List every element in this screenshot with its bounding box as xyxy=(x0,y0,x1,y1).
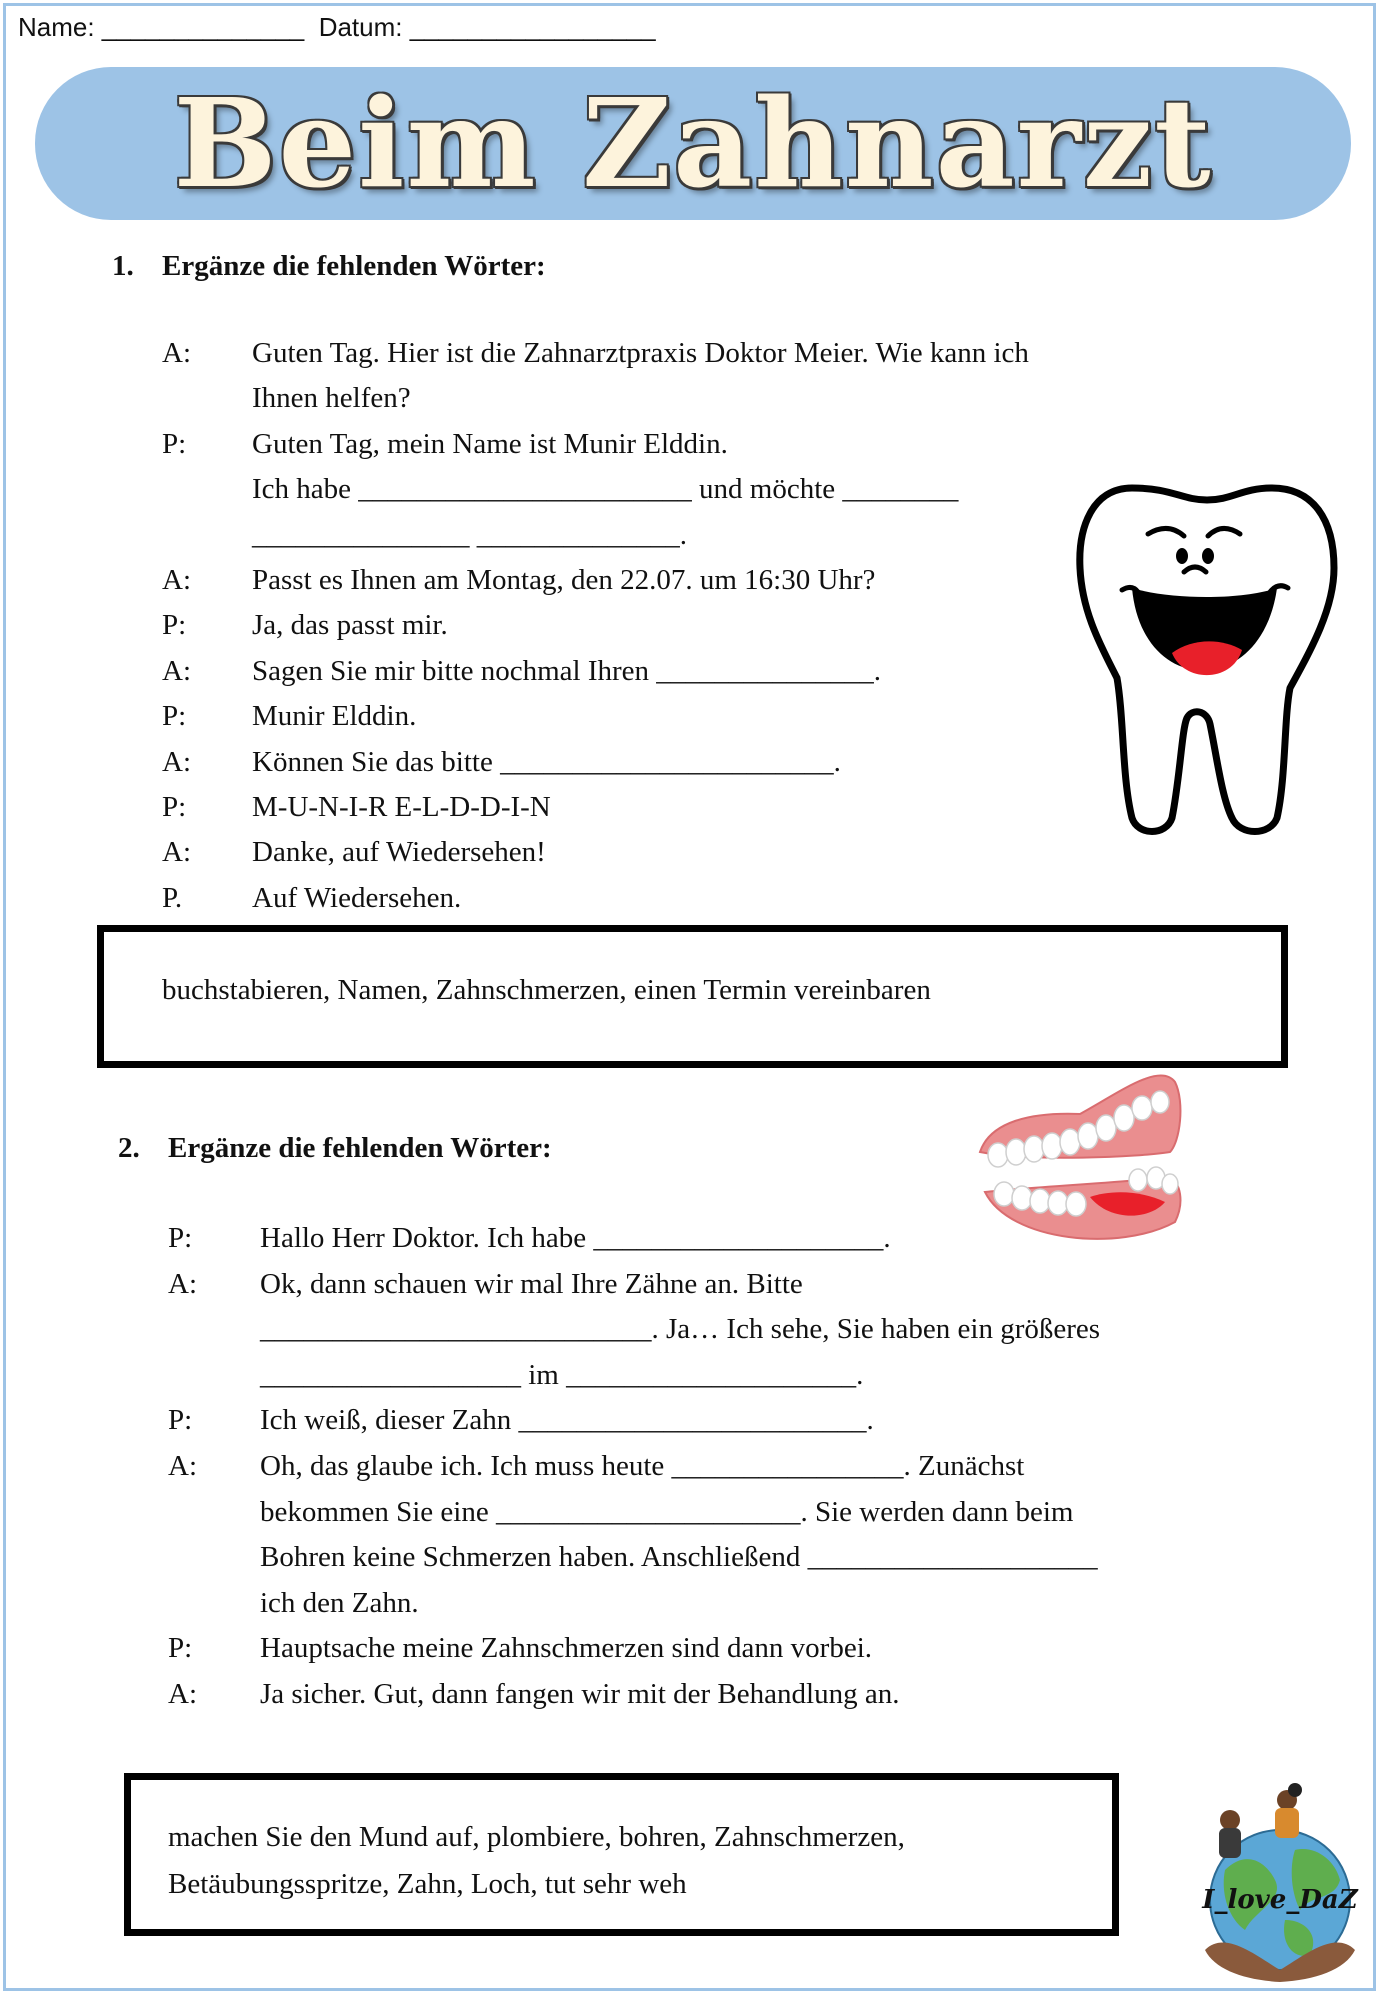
dialog-line: _______________ ______________. xyxy=(252,518,687,551)
speaker-label: P: xyxy=(162,427,187,460)
logo-text: I_love_DaZ xyxy=(1202,1885,1358,1915)
exercise1-heading: Ergänze die fehlenden Wörter: xyxy=(162,250,546,282)
dialog-line: Bohren keine Schmerzen haben. Anschließend ____________________ xyxy=(260,1541,1098,1574)
dialog-line: Können Sie das bitte _______________________. xyxy=(252,745,841,778)
exercise1-number: 1. xyxy=(112,250,134,282)
dialog-line: Sagen Sie mir bitte nochmal Ihren _______________. xyxy=(252,654,882,687)
speaker-label: A: xyxy=(162,564,191,596)
exercise1-word-box-text: buchstabieren, Namen, Zahnschmerzen, einen Termin vereinbaren xyxy=(162,974,931,1006)
dialog-line: __________________ im ____________________. xyxy=(260,1358,864,1391)
dialog-line: Ihnen helfen? xyxy=(252,382,411,415)
dialog-line: Ok, dann schauen wir mal Ihre Zähne an. Bitte xyxy=(260,1267,803,1300)
dialog-line: Ja, das passt mir. xyxy=(252,609,448,642)
dialog-line: Guten Tag. Hier ist die Zahnarztpraxis Doktor Meier. Wie kann ich xyxy=(252,337,1029,369)
dialog-line: Oh, das glaube ich. Ich muss heute ________________. Zunächst xyxy=(260,1450,1025,1482)
speaker-label: A: xyxy=(162,337,191,369)
dialog-line: bekommen Sie eine _____________________. Sie werden dann beim xyxy=(260,1495,1074,1528)
speaker-label: P: xyxy=(168,1222,193,1254)
speaker-label: A: xyxy=(168,1678,197,1710)
dialog-line: Auf Wiedersehen. xyxy=(252,881,462,914)
dialog-line: Ich habe _______________________ und möchte ________ xyxy=(252,473,959,506)
dialog-line: Hallo Herr Doktor. Ich habe ____________________. xyxy=(260,1222,891,1254)
dialog-line: M-U-N-I-R E-L-D-D-I-N xyxy=(252,791,551,823)
exercise2-word-box-line-1: machen Sie den Mund auf, plombiere, bohren, Zahnschmerzen, xyxy=(168,1821,905,1853)
dialog-line: Passt es Ihnen am Montag, den 22.07. um 16:30 Uhr? xyxy=(252,564,876,596)
dialog-line: Munir Elddin. xyxy=(252,700,417,733)
speaker-label: A: xyxy=(162,836,191,869)
exercise2-heading: Ergänze die fehlenden Wörter: xyxy=(168,1132,552,1164)
dialog-line: Danke, auf Wiedersehen! xyxy=(252,836,546,869)
speaker-label: P: xyxy=(168,1404,193,1437)
speaker-label: P: xyxy=(162,609,187,642)
speaker-label: P: xyxy=(168,1632,193,1665)
dialog-line: ___________________________. Ja… Ich sehe, Sie haben ein größeres xyxy=(260,1313,1101,1346)
i-love-daz-logo xyxy=(1195,1770,1365,1985)
happy-tooth-illustration xyxy=(1072,478,1352,838)
speaker-label: A: xyxy=(168,1267,197,1300)
name-date-line: Name: ______________ Datum: _________________ xyxy=(18,12,656,42)
speaker-label: A: xyxy=(168,1450,197,1482)
dialog-line: Ja sicher. Gut, dann fangen wir mit der Behandlung an. xyxy=(260,1678,900,1710)
dentures-illustration xyxy=(970,1062,1190,1272)
exercise2-number: 2. xyxy=(118,1132,140,1164)
speaker-label: P. xyxy=(162,881,183,914)
dialog-line: Hauptsache meine Zahnschmerzen sind dann vorbei. xyxy=(260,1632,873,1665)
speaker-label: P: xyxy=(162,791,187,823)
speaker-label: A: xyxy=(162,745,191,778)
dialog-line: Guten Tag, mein Name ist Munir Elddin. xyxy=(252,427,728,460)
dialog-line: ich den Zahn. xyxy=(260,1586,419,1619)
dialog-line: Ich weiß, dieser Zahn ________________________. xyxy=(260,1404,874,1437)
speaker-label: A: xyxy=(162,654,191,687)
page-title: Beim Zahnarzt xyxy=(173,71,1213,215)
exercise2-word-box-line-2: Betäubungsspritze, Zahn, Loch, tut sehr weh xyxy=(168,1868,687,1900)
speaker-label: P: xyxy=(162,700,187,733)
